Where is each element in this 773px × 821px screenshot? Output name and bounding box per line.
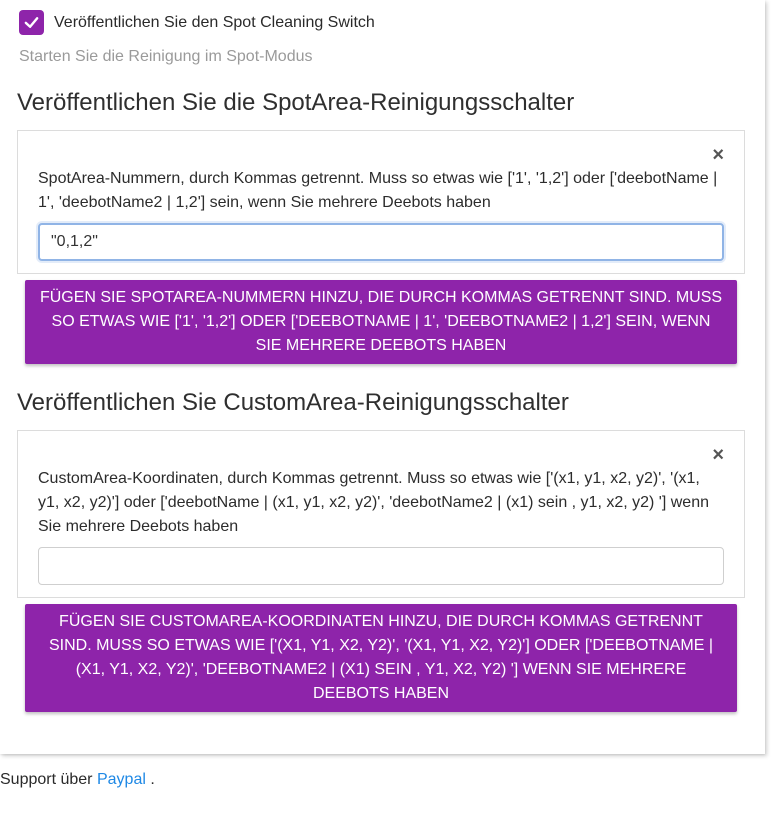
- spot-cleaning-helper: Starten Sie die Reinigung im Spot-Modus: [19, 48, 313, 65]
- close-icon[interactable]: ×: [712, 444, 724, 466]
- spot-area-title: Veröffentlichen Sie die SpotArea-Reinigungsschalter: [17, 89, 575, 116]
- checkmark-icon: [23, 14, 40, 31]
- add-spot-area-button[interactable]: FÜGEN SIE SPOTAREA-NUMMERN HINZU, DIE DURCH KOMMAS GETRENNT SIND. MUSS SO ETWAS WIE ['1', '1,2'] ODER ['DEEBOTNAME | 1', 'DEEBOTNAME2 | 1,2'] SEIN, WENN SIE MEHRERE DEEBOTS HABEN: [25, 280, 737, 364]
- spot-area-input-box: [17, 130, 745, 274]
- footer-suffix: .: [150, 771, 155, 788]
- spot-area-label: SpotArea-Nummern, durch Kommas getrennt. Muss so etwas wie ['1', '1,2'] oder ['deebotName | 1', 'deebotName2 | 1,2'] sein, wenn Sie mehrere Deebots haben: [38, 170, 718, 211]
- footer-support: [0, 771, 155, 789]
- spot-cleaning-label: Veröffentlichen Sie den Spot Cleaning Switch: [54, 13, 375, 31]
- spot-area-input[interactable]: [38, 223, 724, 261]
- custom-area-input[interactable]: [38, 547, 724, 585]
- add-custom-area-button[interactable]: FÜGEN SIE CUSTOMAREA-KOORDINATEN HINZU, DIE DURCH KOMMAS GETRENNT SIND. MUSS SO ETWAS WIE ['(X1, Y1, X2, Y2)', '(X1, Y1, X2, Y2)'] ODER ['DEEBOTNAME | (X1, Y1, X2, Y2)', 'DEEBOTNAME2 | (X1) SEIN , Y1, X2, Y2) '] WENN SIE MEHRERE DEEBOTS HABEN: [25, 604, 737, 712]
- custom-area-input-box: [17, 430, 745, 598]
- custom-area-title: Veröffentlichen Sie CustomArea-Reinigungsschalter: [17, 389, 569, 416]
- spot-cleaning-checkbox[interactable]: [19, 10, 44, 35]
- paypal-link[interactable]: Paypal: [96, 771, 146, 788]
- spot-cleaning-switch[interactable]: [19, 10, 375, 35]
- footer-prefix: Support über: [0, 771, 93, 788]
- custom-area-label: CustomArea-Koordinaten, durch Kommas getrennt. Muss so etwas wie ['(x1, y1, x2, y2)', '(x1, y1, x2, y2)'] oder ['deebotName | (x1, y1, x2, y2)', 'deebotName2 | (x1) sein , y1, x2, y2) '] wenn Sie mehrere Deebots haben: [38, 470, 709, 535]
- close-icon[interactable]: ×: [712, 144, 724, 166]
